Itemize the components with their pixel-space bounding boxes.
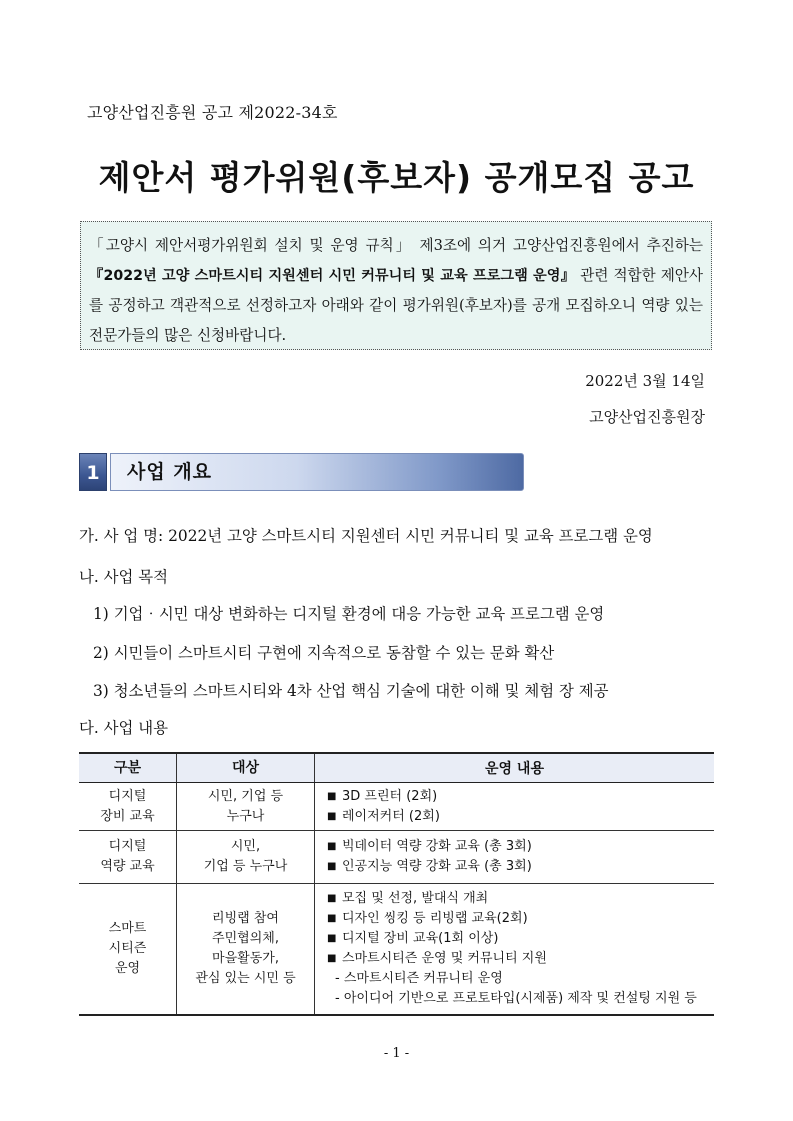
table-row	[79, 884, 714, 1015]
table-row	[79, 831, 714, 884]
item-purpose-heading: 나. 사업 목적	[79, 568, 169, 586]
target-line: 시민, 기업 등	[207, 788, 284, 804]
cell-content	[315, 884, 715, 1015]
notice-number: 고양산업진흥원 공고 제2022-34호	[87, 103, 338, 122]
content-item: ■ 스마트시티즌 운영 및 커뮤니티 지원	[327, 949, 714, 969]
category-line: 디지털	[108, 788, 147, 804]
content-item: ■ 디자인 씽킹 등 리빙랩 교육(2회)	[327, 909, 714, 929]
section-title: 사업 개요	[127, 461, 213, 483]
category-line: 운영	[114, 960, 141, 976]
cell-content	[315, 783, 715, 831]
intro-box	[80, 221, 712, 350]
target-line: 기업 등 누구나	[203, 859, 288, 874]
purpose-2: 2) 시민들이 스마트시티 구현에 지속적으로 동참할 수 있는 문화 확산	[93, 644, 555, 662]
content-item: ■ 3D 프린터 (2회)	[327, 787, 714, 807]
category-line: 스마트	[108, 920, 147, 936]
content-subitem: - 아이디어 기반으로 프로토타입(시제품) 제작 및 컨설팅 지원 등	[335, 990, 697, 1006]
content-item: ■ 빅데이터 역량 강화 교육 (총 3회)	[327, 837, 714, 857]
business-content-table	[79, 752, 714, 1016]
target-line: 관심 있는 시민 등	[195, 970, 296, 986]
cell-target	[177, 831, 315, 884]
category-line: 역량 교육	[100, 859, 155, 874]
cell-content	[315, 831, 715, 884]
cell-category	[79, 884, 177, 1015]
cell-category	[79, 831, 177, 884]
purpose-3: 3) 청소년들의 스마트시티와 4차 산업 핵심 기술에 대한 이해 및 체험 장 제공	[93, 682, 609, 700]
notice-date: 2022년 3월 14일	[585, 372, 705, 390]
section-header	[79, 453, 524, 491]
item-project-name: 가. 사 업 명: 2022년 고양 스마트시티 지원센터 시민 커뮤니티 및 교육 프로그램 운영	[79, 527, 653, 545]
table-header-row	[79, 753, 714, 783]
intro-text-before: 「고양시 제안서평가위원회 설치 및 운영 규칙」 제3조에 의거 고양산업진흥원에서 추진하는	[89, 237, 703, 254]
cell-category	[79, 783, 177, 831]
category-line: 시티즌	[108, 940, 147, 956]
content-item: ■ 모집 및 선정, 발대식 개최	[327, 889, 714, 909]
content-item: ■ 인공지능 역량 강화 교육 (총 3회)	[327, 857, 714, 877]
section-title-bar	[110, 453, 524, 491]
target-line: 누구나	[226, 808, 265, 824]
category-line: 디지털	[108, 839, 147, 854]
content-item: ■ 디지털 장비 교육(1회 이상)	[327, 929, 714, 949]
table-row	[79, 783, 714, 831]
header-content: 운영 내용	[315, 753, 715, 783]
target-line: 마을활동가,	[212, 950, 279, 966]
category-line: 장비 교육	[100, 808, 155, 824]
intro-project-name: 『2022년 고양 스마트시티 지원센터 시민 커뮤니티 및 교육 프로그램 운영』	[89, 268, 576, 284]
cell-target	[177, 884, 315, 1015]
section-number: 1	[79, 453, 107, 491]
intro-text-after: 관련 적합한 제안사를 공정하고 객관적으로 선정하고자 아래와 같이 평가위원(후보자)를 공개 모집하오니 역량 있는 전문가들의 많은 신청바랍니다.	[89, 267, 703, 344]
content-subitem: - 스마트시티즌 커뮤니티 운영	[335, 970, 503, 986]
header-target: 대상	[177, 753, 315, 783]
purpose-1: 1) 기업‧시민 대상 변화하는 디지털 환경에 대응 가능한 교육 프로그램 운영	[93, 605, 605, 623]
target-line: 리빙랩 참여	[212, 910, 279, 926]
content-item: ■ 레이저커터 (2회)	[327, 807, 714, 827]
page-title: 제안서 평가위원(후보자) 공개모집 공고	[98, 158, 695, 197]
issuer: 고양산업진흥원장	[589, 408, 705, 426]
page-number: - 1 -	[383, 1046, 410, 1061]
item-content-heading: 다. 사업 내용	[79, 719, 169, 737]
target-line: 시민,	[230, 839, 261, 854]
header-category: 구분	[79, 753, 177, 783]
cell-target	[177, 783, 315, 831]
target-line: 주민협의체,	[212, 930, 279, 946]
